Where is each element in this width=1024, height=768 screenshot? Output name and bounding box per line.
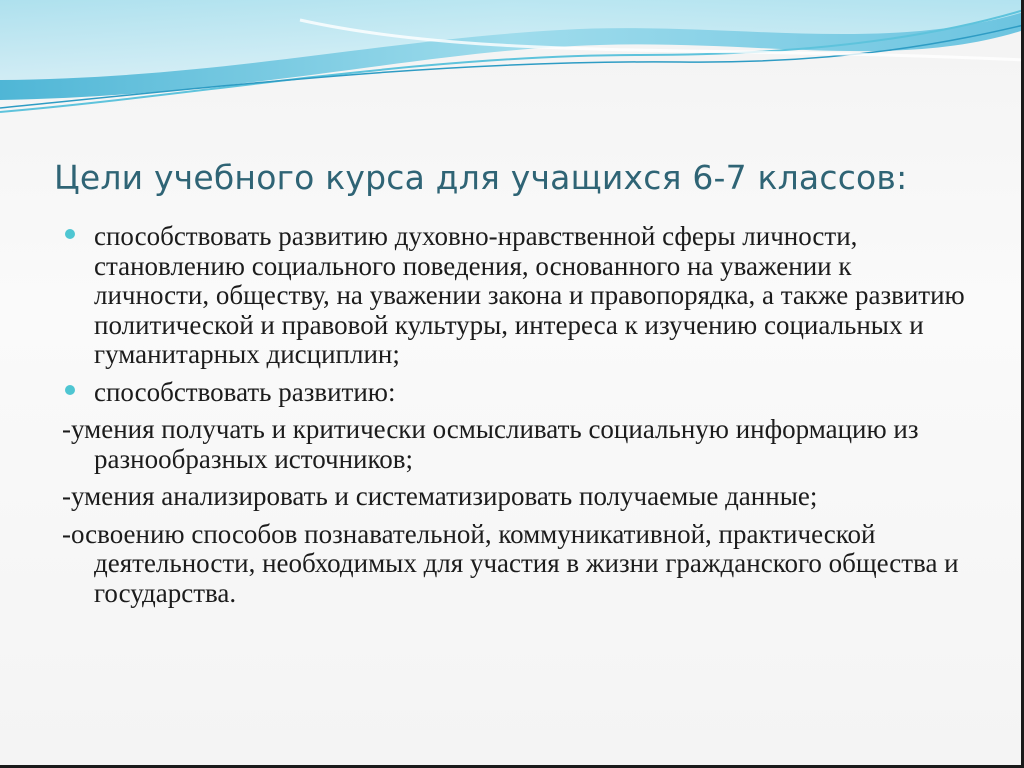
slide-title: Цели учебного курса для учащихся 6-7 классов: [54,158,908,197]
bullet-dot-icon [65,229,75,239]
bullet-text: способствовать развитию духовно-нравственной сферы личности, становлению социального поведения, основанного на уважении к личности, обществу, на уважении закона и правопорядка, а также развитию политической и правовой культуры, интереса к изучению социальных и гуманитарных дисциплин; [94,221,965,369]
bullet-dot-icon [65,385,75,395]
decorative-wave-header [0,0,1024,140]
bullet-text: способствовать развитию: [94,376,396,407]
bullet-item [62,222,967,370]
slide-content [62,222,967,616]
dash-item: -освоению способов познавательной, коммуникативной, практической деятельности, необходимых для участия в жизни гражданского общества и государства. [62,518,959,608]
bullet-item [62,378,967,408]
dash-item: -умения анализировать и систематизировать получаемые данные; [62,481,818,511]
dash-item: -умения получать и критически осмысливать социальную информацию из разнообразных источников; [62,414,919,474]
